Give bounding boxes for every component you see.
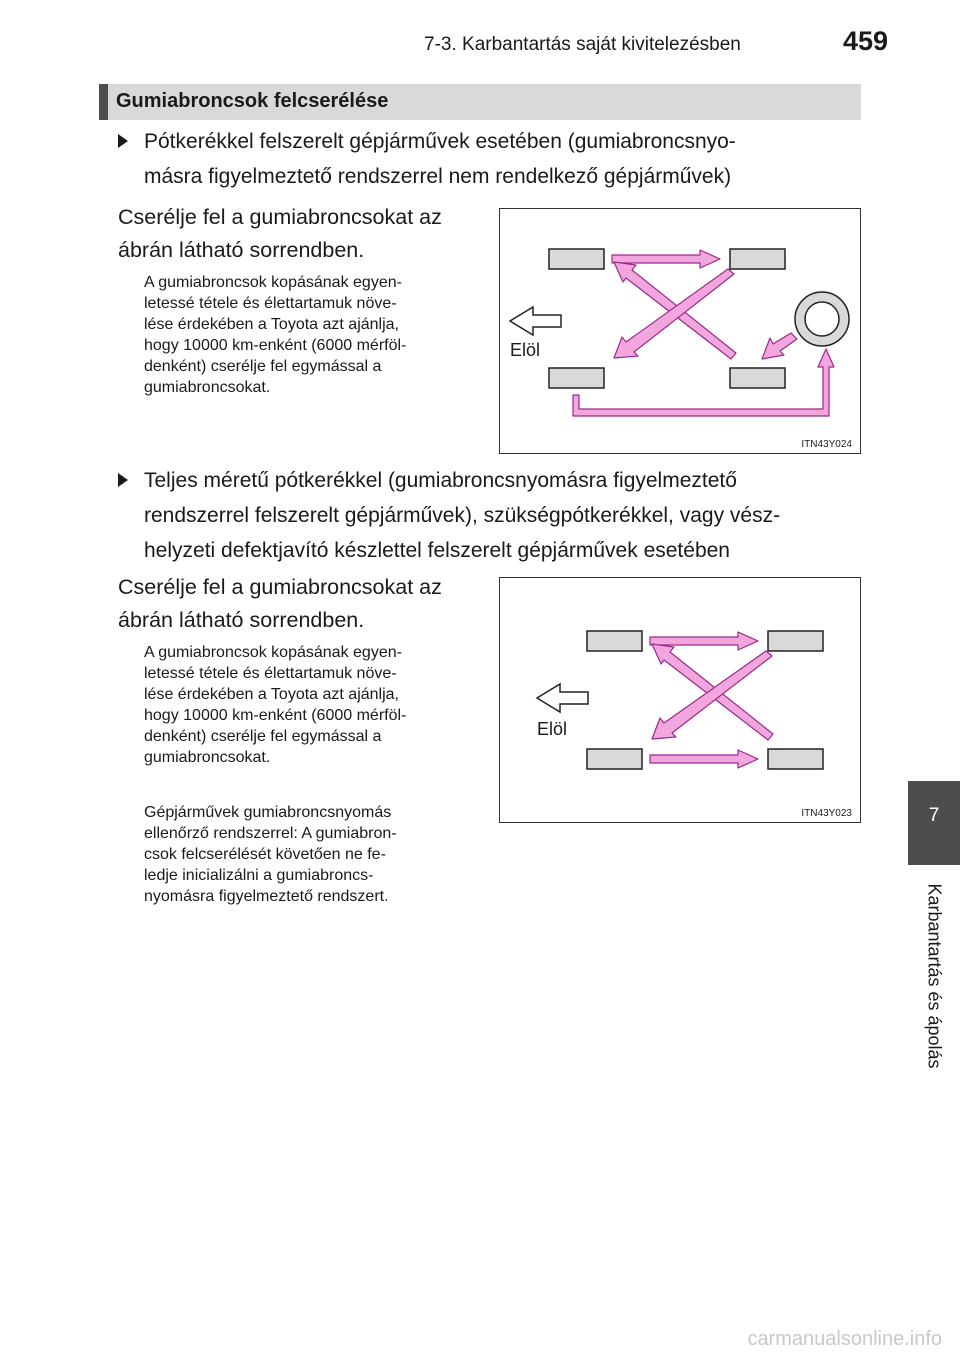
- bullet-line: helyzeti defektjavító készlettel felszerelt gépjárművek esetében: [144, 539, 730, 562]
- spare-tire-hub: [805, 302, 839, 336]
- note-line: ledje inicializálni a gumiabroncs-: [144, 867, 374, 884]
- chapter-number: 7: [928, 805, 940, 826]
- note-line: ellenőrző rendszerrel: A gumiabron-: [144, 825, 397, 842]
- chapter-tab[interactable]: [908, 781, 960, 865]
- bullet-spare-tire: [118, 124, 858, 194]
- note-line: hogy 10000 km-enként (6000 mérföl-: [144, 707, 407, 724]
- note-line: letessé tétele és élettartamuk növe-: [144, 665, 397, 682]
- lead-line: Cserélje fel a gumiabroncsokat az: [118, 575, 442, 599]
- bullet-line: másra figyelmeztető rendszerrel nem rendelkező gépjárművek): [144, 165, 732, 188]
- tire-rotation-figure-spare: [499, 208, 861, 454]
- bullet-line: Teljes méretű pótkerékkel (gumiabroncsnyomásra figyelmeztető: [144, 469, 737, 492]
- section-title: Gumiabroncsok felcserélése: [116, 90, 389, 112]
- tire-rotation-diagram: [500, 209, 859, 452]
- front-direction-arrow-icon: [537, 684, 588, 712]
- section-title-accent: [99, 84, 108, 120]
- front-label: Elöl: [537, 719, 568, 739]
- front-label: Elöl: [510, 340, 541, 360]
- note-paragraph: [144, 272, 478, 398]
- tire-rear-left: [730, 249, 785, 269]
- front-direction-arrow-icon: [510, 307, 561, 335]
- note-line: nyomásra figyelmeztető rendszert.: [144, 888, 389, 905]
- tire-front-right: [587, 749, 642, 769]
- tire-front-right: [549, 368, 604, 388]
- lead-line: Cserélje fel a gumiabroncsokat az: [118, 205, 442, 229]
- note-line: letessé tétele és élettartamuk növe-: [144, 295, 397, 312]
- note-line: Gépjárművek gumiabroncsnyomás: [144, 804, 392, 821]
- page-number: 459: [843, 26, 889, 56]
- tire-front-left: [587, 631, 642, 651]
- note-paragraph: [144, 642, 478, 768]
- tire-rotation-figure-full-size: [499, 577, 861, 823]
- note-line: A gumiabroncsok kopásának egyen-: [144, 644, 402, 661]
- tire-front-left: [549, 249, 604, 269]
- note-line: A gumiabroncsok kopásának egyen-: [144, 274, 402, 291]
- header-section-title: 7-3. Karbantartás saját kivitelezésben: [424, 34, 741, 55]
- tire-rear-right: [730, 368, 785, 388]
- bullet-full-size-spare: [118, 463, 858, 568]
- note-line: gumiabroncsokat.: [144, 749, 271, 766]
- bullet-triangle-icon: [118, 473, 128, 487]
- bullet-triangle-icon: [118, 134, 128, 148]
- rotation-arrow-bottom: [650, 750, 758, 768]
- note-line: lése érdekében a Toyota azt ajánlja,: [144, 686, 399, 703]
- lead-line: ábrán látható sorrendben.: [118, 608, 365, 632]
- note-line: denként) cserélje fel egymással a: [144, 728, 382, 745]
- rotation-arrow-bottom-loop: [573, 349, 834, 416]
- tire-rear-left: [768, 631, 823, 651]
- rotation-arrow-spare: [762, 333, 797, 359]
- lead-text: [118, 571, 480, 637]
- section-title-bar: [99, 84, 861, 120]
- lead-line: ábrán látható sorrendben.: [118, 238, 365, 262]
- chapter-label: Karbantartás és ápolás: [924, 883, 945, 1069]
- tire-rotation-diagram: [500, 578, 859, 821]
- note-line: lése érdekében a Toyota azt ajánlja,: [144, 316, 399, 333]
- figure-code: ITN43Y024: [801, 439, 852, 450]
- lead-text: [118, 201, 480, 267]
- note-line: denként) cserélje fel egymással a: [144, 358, 382, 375]
- watermark: carmanualsonline.info: [747, 1328, 942, 1350]
- note-line: csok felcserélését követően ne fe-: [144, 846, 386, 863]
- bullet-line: rendszerrel felszerelt gépjárművek), szükségpótkerékkel, vagy vész-: [144, 504, 781, 527]
- note-line: hogy 10000 km-enként (6000 mérföl-: [144, 337, 407, 354]
- note-line: gumiabroncsokat.: [144, 379, 271, 396]
- figure-code: ITN43Y023: [801, 808, 852, 819]
- tire-rear-right: [768, 749, 823, 769]
- tpms-note-paragraph: [144, 802, 478, 907]
- bullet-line: Pótkerékkel felszerelt gépjárművek esetében (gumiabroncsnyo-: [144, 130, 736, 153]
